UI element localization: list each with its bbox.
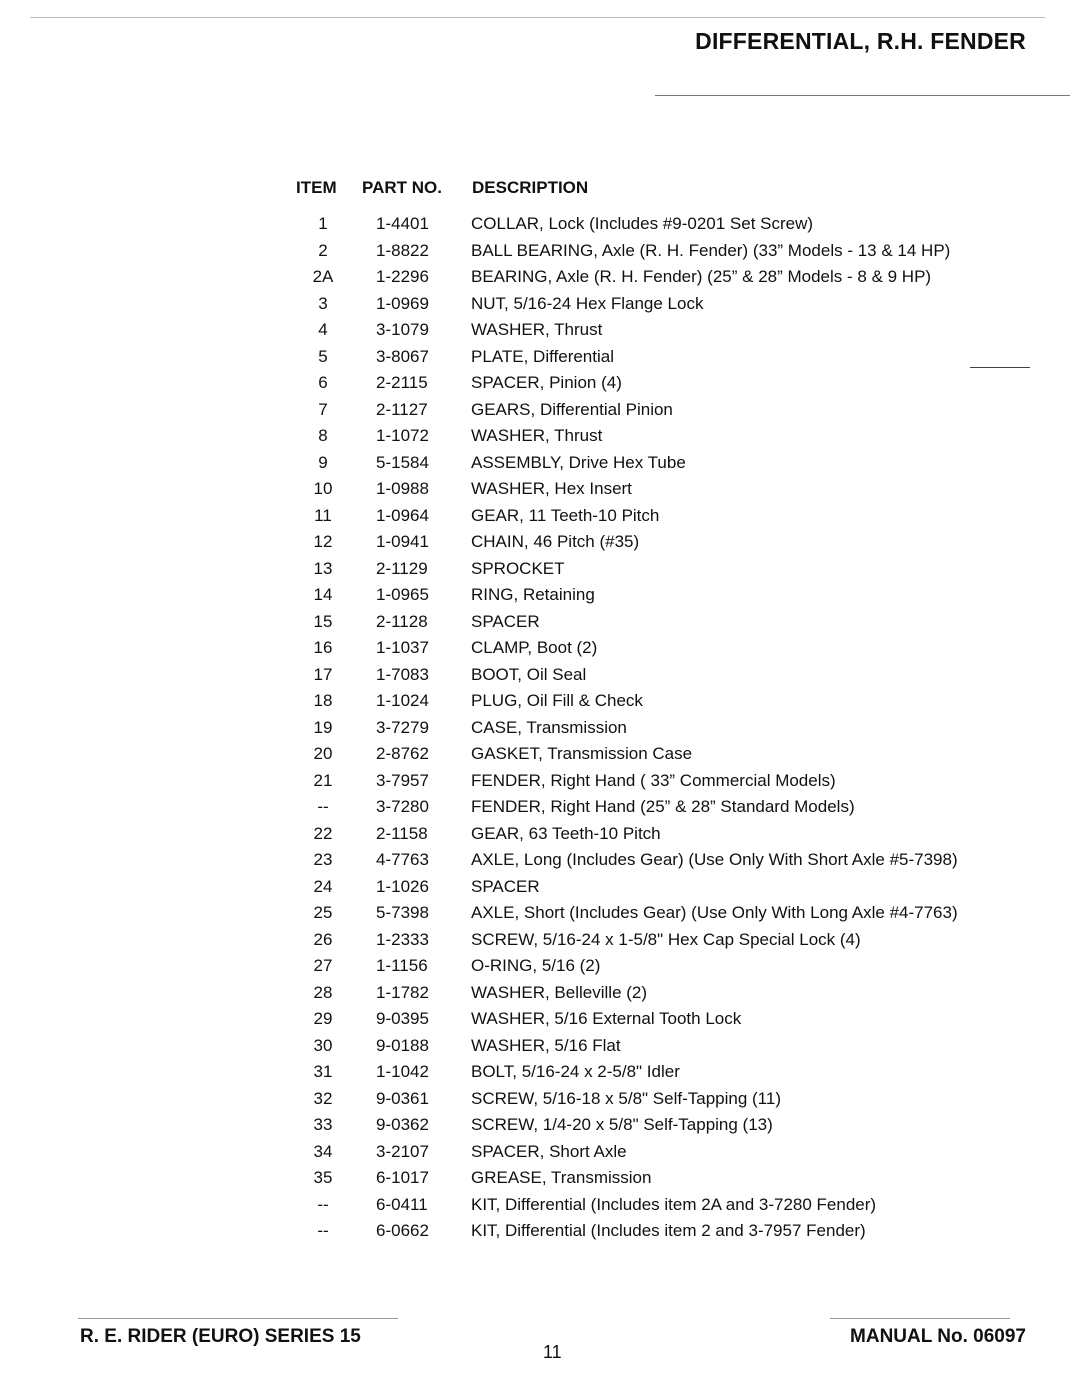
top-rule <box>30 17 1045 18</box>
item-cell: 28 <box>313 982 333 1002</box>
part-no-cell: 3-1079 <box>376 320 429 339</box>
table-row <box>0 688 1080 715</box>
part-no-cell: 3-7279 <box>376 717 429 737</box>
part-no-cell: 1-1782 <box>376 982 429 1002</box>
item-cell: 5 <box>318 346 328 366</box>
item-cell: 7 <box>318 399 328 419</box>
item-cell: 23 <box>313 850 333 869</box>
description-cell: PLUG, Oil Fill & Check <box>471 691 643 710</box>
table-row <box>0 397 1080 424</box>
description-cell: SPACER <box>471 611 540 631</box>
part-no-cell: 5-7398 <box>376 903 429 922</box>
part-no-cell: 2-1127 <box>376 399 428 419</box>
table-row <box>0 741 1080 768</box>
part-no-cell: 6-0662 <box>376 1221 429 1240</box>
table-row <box>0 211 1080 238</box>
table-row <box>0 423 1080 450</box>
item-cell: 34 <box>313 1141 333 1161</box>
table-row <box>0 662 1080 689</box>
description-cell: CHAIN, 46 Pitch (#35) <box>471 532 640 551</box>
item-cell: 35 <box>313 1168 333 1187</box>
item-cell: 1 <box>318 214 328 233</box>
description-cell: CASE, Transmission <box>471 717 627 737</box>
table-row <box>0 503 1080 530</box>
description-cell: GEAR, 11 Teeth-10 Pitch <box>471 505 660 525</box>
description-cell: FENDER, Right Hand (25” & 28” Standard Models) <box>471 797 855 816</box>
table-row <box>0 847 1080 874</box>
table-row <box>0 953 1080 980</box>
part-no-cell: 2-8762 <box>376 744 429 763</box>
table-row <box>0 291 1080 318</box>
item-cell: 13 <box>313 558 333 578</box>
item-cell: 30 <box>313 1035 333 1055</box>
part-no-cell: 1-1072 <box>376 426 429 445</box>
description-cell: WASHER, 5/16 External Tooth Lock <box>471 1009 742 1028</box>
part-no-cell: 1-2333 <box>376 929 429 949</box>
table-row <box>0 1059 1080 1086</box>
part-no-cell: 1-8822 <box>376 240 429 260</box>
part-no-cell: 3-7280 <box>376 797 429 816</box>
description-cell: AXLE, Long (Includes Gear) (Use Only With Short Axle #5-7398) <box>471 850 958 869</box>
part-no-cell: 9-0362 <box>376 1115 429 1134</box>
description-cell: ASSEMBLY, Drive Hex Tube <box>471 452 686 472</box>
description-cell: WASHER, 5/16 Flat <box>471 1035 621 1055</box>
description-cell: SCREW, 5/16-24 x 1-5/8" Hex Cap Special Lock (4) <box>471 929 861 949</box>
table-row <box>0 609 1080 636</box>
table-row <box>0 370 1080 397</box>
header-part-no: PART NO. <box>362 178 442 197</box>
part-no-cell: 1-4401 <box>376 214 429 233</box>
item-cell: 9 <box>318 452 328 472</box>
table-row <box>0 1218 1080 1245</box>
description-cell: SPACER, Short Axle <box>471 1141 627 1161</box>
description-cell: WASHER, Thrust <box>471 320 603 339</box>
description-cell: KIT, Differential (Includes item 2A and 3-7280 Fender) <box>471 1194 877 1214</box>
part-no-cell: 6-1017 <box>376 1168 429 1187</box>
table-row <box>0 344 1080 371</box>
description-cell: KIT, Differential (Includes item 2 and 3-7957 Fender) <box>471 1221 866 1240</box>
item-cell: 4 <box>318 320 328 339</box>
description-cell: SPACER, Pinion (4) <box>471 373 622 392</box>
table-row <box>0 768 1080 795</box>
part-no-cell: 2-1158 <box>376 823 428 843</box>
footer-left-rule <box>78 1318 398 1319</box>
table-row <box>0 1139 1080 1166</box>
item-cell: 32 <box>313 1088 333 1108</box>
part-no-cell: 1-0969 <box>376 293 429 313</box>
part-no-cell: 3-2107 <box>376 1141 429 1161</box>
part-no-cell: 1-7083 <box>376 664 429 684</box>
table-row <box>0 450 1080 477</box>
description-cell: AXLE, Short (Includes Gear) (Use Only With Long Axle #4-7763) <box>471 903 958 922</box>
table-row <box>0 794 1080 821</box>
description-cell: GASKET, Transmission Case <box>471 744 693 763</box>
page-title: DIFFERENTIAL, R.H. FENDER <box>695 28 1026 54</box>
item-cell: 24 <box>313 876 333 896</box>
item-cell: 16 <box>313 638 333 657</box>
item-cell: 19 <box>313 717 333 737</box>
description-cell: SPROCKET <box>471 558 565 578</box>
item-cell: 2A <box>312 267 334 286</box>
table-row <box>0 980 1080 1007</box>
part-no-cell: 3-8067 <box>376 346 429 366</box>
description-cell: GEAR, 63 Teeth-10 Pitch <box>471 823 661 843</box>
table-row <box>0 874 1080 901</box>
item-cell: 2 <box>318 240 328 260</box>
table-row <box>0 1192 1080 1219</box>
part-no-cell: 6-0411 <box>376 1194 428 1214</box>
table-row <box>0 715 1080 742</box>
item-cell: 21 <box>313 770 333 790</box>
description-cell: BOOT, Oil Seal <box>471 664 587 684</box>
item-cell: 26 <box>313 929 333 949</box>
title-underline <box>655 95 1070 96</box>
description-cell: BALL BEARING, Axle (R. H. Fender) (33” Models - 13 & 14 HP) <box>471 240 951 260</box>
table-row <box>0 1165 1080 1192</box>
table-row <box>0 476 1080 503</box>
table-row <box>0 1086 1080 1113</box>
footer-series: R. E. RIDER (EURO) SERIES 15 <box>80 1326 361 1347</box>
part-no-cell: 9-0395 <box>376 1009 429 1028</box>
part-no-cell: 1-1037 <box>376 638 429 657</box>
footer-manual: MANUAL No. 06097 <box>850 1326 1026 1347</box>
part-no-cell: 1-2296 <box>376 267 429 286</box>
description-cell: GEARS, Differential Pinion <box>471 399 673 419</box>
item-cell: 6 <box>318 373 328 392</box>
table-row <box>0 238 1080 265</box>
part-no-cell: 1-0965 <box>376 585 429 604</box>
description-cell: SCREW, 5/16-18 x 5/8" Self-Tapping (11) <box>471 1088 781 1108</box>
description-cell: O-RING, 5/16 (2) <box>471 956 601 975</box>
table-row <box>0 264 1080 291</box>
item-cell: 29 <box>313 1009 333 1028</box>
description-cell: PLATE, Differential <box>471 346 614 366</box>
item-cell: 10 <box>313 479 333 498</box>
item-cell: 33 <box>313 1115 333 1134</box>
description-cell: COLLAR, Lock (Includes #9-0201 Set Screw) <box>471 214 814 233</box>
description-cell: GREASE, Transmission <box>471 1168 652 1187</box>
description-cell: WASHER, Thrust <box>471 426 603 445</box>
item-cell: -- <box>317 797 329 816</box>
part-no-cell: 1-0988 <box>376 479 429 498</box>
description-cell: NUT, 5/16-24 Hex Flange Lock <box>471 293 704 313</box>
table-row <box>0 635 1080 662</box>
table-row <box>0 556 1080 583</box>
item-cell: 3 <box>318 293 328 313</box>
item-cell: 8 <box>318 426 328 445</box>
item-cell: -- <box>317 1221 329 1240</box>
part-no-cell: 4-7763 <box>376 850 429 869</box>
part-no-cell: 1-1026 <box>376 876 429 896</box>
item-cell: 25 <box>313 903 333 922</box>
page-number: 11 <box>543 1342 562 1362</box>
description-cell: SCREW, 1/4-20 x 5/8" Self-Tapping (13) <box>471 1115 773 1134</box>
item-cell: -- <box>317 1194 329 1214</box>
header-item: ITEM <box>296 178 337 197</box>
table-row <box>0 582 1080 609</box>
item-cell: 17 <box>313 664 333 684</box>
table-row <box>0 900 1080 927</box>
table-row <box>0 927 1080 954</box>
part-no-cell: 3-7957 <box>376 770 429 790</box>
item-cell: 22 <box>313 823 333 843</box>
part-no-cell: 2-1128 <box>376 611 428 631</box>
description-cell: SPACER <box>471 876 540 896</box>
footer-right-rule <box>830 1318 1010 1319</box>
item-cell: 18 <box>313 691 333 710</box>
description-cell: WASHER, Belleville (2) <box>471 982 648 1002</box>
item-cell: 11 <box>314 505 332 525</box>
item-cell: 12 <box>313 532 333 551</box>
table-row <box>0 1006 1080 1033</box>
table-row <box>0 529 1080 556</box>
table-row <box>0 317 1080 344</box>
description-cell: BEARING, Axle (R. H. Fender) (25” & 28” Models - 8 & 9 HP) <box>471 267 932 286</box>
part-no-cell: 1-0941 <box>376 532 429 551</box>
part-no-cell: 1-1156 <box>376 956 428 975</box>
item-cell: 27 <box>313 956 333 975</box>
description-cell: CLAMP, Boot (2) <box>471 638 598 657</box>
item-cell: 31 <box>313 1062 333 1081</box>
table-row <box>0 1033 1080 1060</box>
part-no-cell: 1-1042 <box>376 1062 429 1081</box>
table-row <box>0 1112 1080 1139</box>
description-cell: BOLT, 5/16-24 x 2-5/8" Idler <box>471 1062 680 1081</box>
part-no-cell: 2-2115 <box>376 373 428 392</box>
table-row <box>0 821 1080 848</box>
item-cell: 14 <box>313 585 333 604</box>
description-cell: RING, Retaining <box>471 585 595 604</box>
item-cell: 20 <box>313 744 333 763</box>
part-no-cell: 9-0188 <box>376 1035 429 1055</box>
description-cell: WASHER, Hex Insert <box>471 479 632 498</box>
part-no-cell: 2-1129 <box>376 558 428 578</box>
part-no-cell: 1-0964 <box>376 505 429 525</box>
part-no-cell: 9-0361 <box>376 1088 429 1108</box>
parts-table <box>0 211 1080 1245</box>
part-no-cell: 1-1024 <box>376 691 429 710</box>
item-cell: 15 <box>313 611 333 631</box>
header-description: DESCRIPTION <box>472 178 589 197</box>
part-no-cell: 5-1584 <box>376 452 429 472</box>
description-cell: FENDER, Right Hand ( 33” Commercial Models) <box>471 770 836 790</box>
